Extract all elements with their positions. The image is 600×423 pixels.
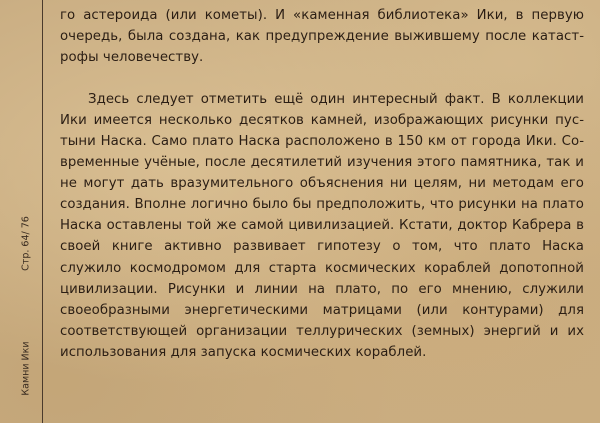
book-title: Камни Ики <box>20 341 32 396</box>
body-text <box>60 5 584 363</box>
page-number: Стр. 64/ 76 <box>20 216 32 271</box>
margin-rule <box>42 0 43 423</box>
paragraph-1: го астероида (или кометы). И «каменная библиотека» Ики, в первую очередь, была создана, как предупреждение выжившему после катастрофы человечеству. <box>60 8 584 66</box>
paragraph-2: Здесь следует отметить ещё один интересный факт. В коллекции Ики имеется несколько десятков камней, изображающих рисунки пустыни Наска. Само плато Наска расположено в 150 км от города Ики. Современные учёные, после десятилетий изучения этого памятника, так и не могут дать вразумительного объяснения ни целям, ни методам его создания. Вполне логично было бы предположить, что рисунки на плато Наска оставлены той же самой цивилизацией. Кстати, доктор Кабрера в своей книге активно развивает гипотезу о том, что плато Наска служило космодромом для старта космических кораблей допотопной цивилизации. Рисунки и линии на плато, по его мнению, служили своеобразными энергетическими матрицами (или контурами) для соответствующей организации теллурических (земных) энергий и их использования для запуска космических кораблей. <box>60 92 584 360</box>
